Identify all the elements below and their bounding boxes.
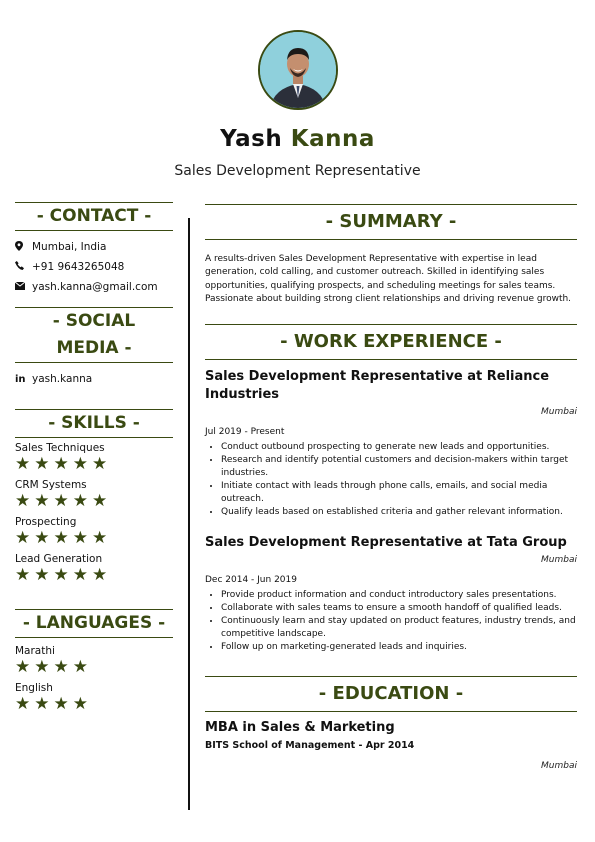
job-title: Sales Development Representative — [174, 163, 421, 179]
job-entry — [205, 368, 577, 519]
education-degree: MBA in Sales & Marketing — [205, 720, 395, 736]
education-heading: - EDUCATION - — [205, 676, 577, 712]
language-item — [15, 645, 173, 677]
job-bullet: • Provide product information and conduct introductory sales presentations. — [221, 589, 577, 602]
job-bullet: • Continuously learn and stay updated on product features, industry trends, and competitive landscape. — [221, 615, 577, 641]
skill-item — [15, 516, 173, 548]
education-school: BITS School of Management - Apr 2014 — [205, 740, 415, 752]
social-media-heading — [15, 307, 173, 363]
contact-email-text[interactable]: yash.kanna@gmail.com — [32, 281, 158, 293]
contact-phone — [15, 257, 173, 277]
job-bullet: • Research and identify potential customers and decision-makers within target industries. — [221, 454, 577, 480]
language-rating-stars: ★★★★ — [15, 694, 92, 714]
last-name: Kanna — [290, 126, 375, 152]
skill-rating-stars: ★★★★★ — [15, 454, 112, 474]
job-bullet: • Conduct outbound prospecting to generate new leads and opportunities. — [221, 441, 577, 454]
education-entry — [205, 720, 577, 771]
profile-photo — [258, 30, 338, 110]
social-heading-line2: MEDIA - — [56, 338, 132, 358]
summary-heading: - SUMMARY - — [205, 204, 577, 240]
skill-name: Sales Techniques — [15, 442, 105, 454]
email-icon — [15, 282, 32, 293]
job-title: Sales Development Representative at Tata Group — [205, 535, 567, 551]
contact-heading: - CONTACT - — [15, 202, 173, 231]
language-rating-stars: ★★★★ — [15, 657, 92, 677]
summary-text: A results-driven Sales Development Representative with expertise in lead generation, cold calling, and customer outreach. Skilled in identifying sales opportunities, qualifying prospects, and scheduling meetings for sales teams. Passionate about building strong client relationships and driving revenue growth. — [205, 254, 572, 304]
skill-name: Lead Generation — [15, 553, 103, 565]
candidate-name — [0, 126, 595, 152]
skill-rating-stars: ★★★★★ — [15, 491, 112, 511]
job-bullets — [205, 441, 577, 519]
location-pin-icon — [15, 241, 32, 254]
job-bullet: • Follow up on marketing-generated leads and inquiries. — [221, 641, 577, 654]
contact-list — [15, 237, 173, 297]
skill-item — [15, 479, 173, 511]
contact-location-text: Mumbai, India — [32, 241, 107, 253]
education-location: Mumbai — [541, 761, 577, 772]
languages-list — [15, 645, 173, 714]
skill-rating-stars: ★★★★★ — [15, 528, 112, 548]
job-location: Mumbai — [541, 555, 577, 566]
right-column — [205, 204, 577, 771]
social-linkedin[interactable] — [15, 369, 173, 389]
skill-item — [15, 553, 173, 585]
job-entry — [205, 534, 577, 654]
job-bullet: • Collaborate with sales teams to ensure a smooth handoff of qualified leads. — [221, 602, 577, 615]
skills-heading: - SKILLS - — [15, 409, 173, 438]
language-name: English — [15, 682, 53, 694]
languages-heading: - LANGUAGES - — [15, 609, 173, 638]
job-dates: Dec 2014 - Jun 2019 — [205, 575, 297, 586]
first-name: Yash — [220, 126, 283, 152]
phone-icon — [15, 261, 32, 273]
skills-list — [15, 442, 173, 585]
job-location: Mumbai — [541, 407, 577, 418]
linkedin-handle[interactable]: yash.kanna — [32, 373, 93, 385]
skill-name: Prospecting — [15, 516, 77, 528]
job-bullets — [205, 589, 577, 654]
skill-item — [15, 442, 173, 474]
contact-location — [15, 237, 173, 257]
job-title: Sales Development Representative at Reliance Industries — [205, 369, 550, 403]
left-column — [15, 202, 173, 714]
job-bullet: • Qualify leads based on established criteria and gather relevant information. — [221, 506, 577, 519]
language-name: Marathi — [15, 645, 55, 657]
column-divider — [188, 218, 190, 810]
skill-name: CRM Systems — [15, 479, 87, 491]
skill-rating-stars: ★★★★★ — [15, 565, 112, 585]
social-heading-line1: - SOCIAL — [52, 311, 136, 331]
contact-phone-text[interactable]: +91 9643265048 — [32, 261, 125, 273]
person-portrait-icon — [260, 32, 336, 108]
contact-email — [15, 277, 173, 297]
linkedin-icon: in — [15, 373, 26, 385]
job-bullet: • Initiate contact with leads through phone calls, emails, and social media outreach. — [221, 480, 577, 506]
language-item — [15, 682, 173, 714]
job-dates: Jul 2019 - Present — [205, 427, 285, 438]
work-experience-heading: - WORK EXPERIENCE - — [205, 324, 577, 360]
